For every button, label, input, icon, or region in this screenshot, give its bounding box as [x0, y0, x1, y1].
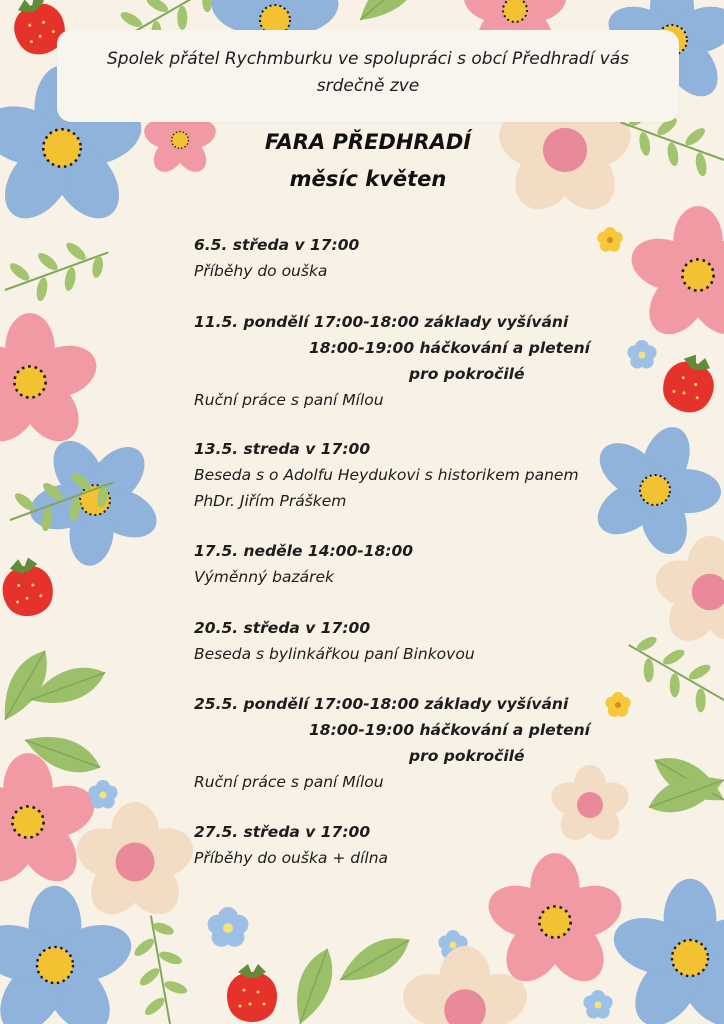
event-17-5 — [194, 538, 413, 590]
event-description: Příběhy do ouška + dílna — [194, 849, 389, 867]
event-date: 17.5. neděle 14:00-18:00 — [194, 542, 414, 560]
event-date-line-3: pro pokročilé — [409, 747, 525, 765]
event-description: Výměnný bazárek — [194, 568, 335, 586]
event-20-5 — [194, 615, 475, 667]
event-description: Ruční práce s paní Mílou — [194, 773, 384, 791]
event-6-5 — [194, 232, 359, 284]
event-date: 20.5. středa v 17:00 — [194, 619, 371, 637]
event-27-5 — [194, 819, 388, 871]
invitation-line-1: Spolek přátel Rychmburku ve spolupráci s obcí Předhradí vás — [107, 49, 629, 69]
event-date-line-2: 18:00-19:00 háčkování a pletení — [309, 721, 590, 739]
event-date-line-3: pro pokročilé — [409, 365, 525, 383]
event-date: 13.5. streda v 17:00 — [194, 440, 371, 458]
event-date: 6.5. středa v 17:00 — [194, 236, 360, 254]
event-date: 25.5. pondělí 17:00-18:00 základy vyšíváni — [194, 695, 569, 713]
invitation-text — [70, 46, 666, 100]
event-description: Příběhy do ouška — [194, 262, 328, 280]
event-description: Beseda s bylinkářkou paní Binkovou — [194, 645, 475, 663]
event-date-line-2: 18:00-19:00 háčkování a pletení — [309, 339, 590, 357]
event-description: Beseda s o Adolfu Heydukovi s historikem panem — [194, 466, 579, 484]
invitation-line-2: srdečně zve — [316, 76, 420, 96]
page-subtitle: měsíc květen — [289, 167, 447, 191]
event-description: Ruční práce s paní Mílou — [194, 391, 384, 409]
page-title: FARA PŘEDHRADÍ — [264, 130, 472, 154]
event-11-5 — [194, 309, 590, 413]
event-date: 27.5. středa v 17:00 — [194, 823, 371, 841]
event-date: 11.5. pondělí 17:00-18:00 základy vyšíváni — [194, 313, 569, 331]
event-description-line-2: PhDr. Jiřím Práškem — [194, 492, 347, 510]
event-25-5 — [194, 691, 590, 795]
event-13-5 — [194, 436, 579, 514]
